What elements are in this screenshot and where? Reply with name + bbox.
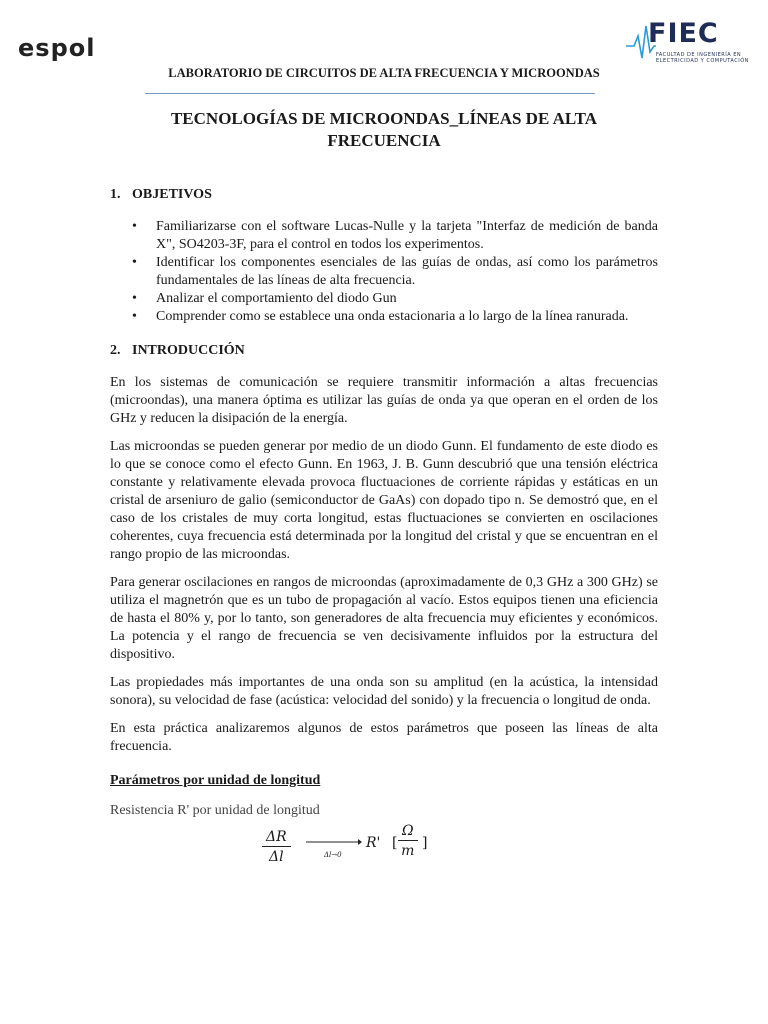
limit-label: Δl→0 [324,851,342,859]
objectives-list [110,218,658,326]
title-line-2: FRECUENCIA [327,131,441,150]
list-item: • Identificar los componentes esenciales de las guías de ondas, así como los parámetros fundamentales de las líneas de alta frecuencia. [110,254,658,290]
list-item: • Comprender como se establece una onda estacionaria a lo largo de la línea ranurada. [110,308,658,326]
document-body [110,186,658,874]
list-item: • Analizar el comportamiento del diodo Gun [110,290,658,308]
formula-denominator: Δl [269,849,284,865]
formula-fraction [262,828,291,867]
bracket-close: ] [422,835,428,851]
formula-numerator: ΔR [262,828,291,847]
formula-result: R' [366,835,381,851]
section-number: 1. [110,187,121,202]
subsection-label: Resistencia R' por unidad de longitud [110,803,320,818]
paragraph: En los sistemas de comunicación se requiere transmitir información a altas frecuencias (microondas), una manera óptima es utilizar las guías de onda ya que operan en el orden de los GHz y reducen la disipación de la energía. [110,375,658,426]
lab-header: LABORATORIO DE CIRCUITOS DE ALTA FRECUENCIA Y MICROONDAS [168,66,600,80]
section-heading-objetivos [110,186,658,204]
title-line-1: TECNOLOGÍAS DE MICROONDAS_LÍNEAS DE ALTA [170,109,598,128]
fiec-logo [626,18,758,68]
section-heading-text: INTRODUCCIÓN [132,343,245,358]
resistance-formula [110,823,658,874]
section-heading-introduccion [110,342,658,360]
fiec-logo-subtext: FACULTAD DE INGENIERÍA EN ELECTRICIDAD Y COMPUTACIÓN [656,52,749,64]
bracket-open: [ [392,835,398,851]
subsection-heading: Parámetros por unidad de longitud [110,773,321,788]
unit-numerator: Ω [398,822,418,841]
paragraph: Las propiedades más importantes de una onda son su amplitud (en la acústica, la intensidad sonora), su velocidad de fase (acústica: velocidad del sonido) y la frecuencia o longitud de onda. [110,675,658,708]
paragraph: Para generar oscilaciones en rangos de microondas (aproximadamente de 0,3 GHz a 300 GHz) se utiliza el magnetrón que es un tubo de propagación al vacío. Estos equipos tienen una eficiencia de hasta el 80% y, por lo tanto, son generadores de alta frecuencia muy eficientes y económicos. La potencia y el rango de frecuencia se ven decisivamente influidos por la estructura del dispositivo. [110,575,658,662]
fiec-logo-text: FIEC [648,18,719,49]
section-heading-text: OBJETIVOS [132,187,212,202]
limit-arrow [306,834,362,859]
paragraph: Las microondas se pueden generar por medio de un diodo Gunn. El fundamento de este diodo es lo que se conoce como el efecto Gunn. En 1963, J. B. Gunn descubrió que una tensión eléctrica constante y relativamente elevada provoca fluctuaciones de corriente rápidas y estáticas en un cristal de arseniuro de galio (semiconductor de GaAs) con dopado tipo n. Se demostró que, en el caso de los cristales de muy corta longitud, estas fluctuaciones se convierten en oscilaciones coherentes, cuya frecuencia está determinada por la longitud del cristal y que se encuentran en el rango propio de las microondas. [110,439,658,562]
unit-denominator: m [401,843,415,859]
section-number: 2. [110,343,121,358]
header-divider [145,93,595,94]
document-title [110,108,658,152]
unit-fraction [398,822,418,861]
paragraph: En esta práctica analizaremos algunos de estos parámetros que poseen las líneas de alta frecuencia. [110,721,658,754]
list-item: • Familiarizarse con el software Lucas-Nulle y la tarjeta "Interfaz de medición de banda X", SO4203-3F, para el control en todos los experimentos. [110,218,658,254]
espol-logo: espol [18,34,96,62]
